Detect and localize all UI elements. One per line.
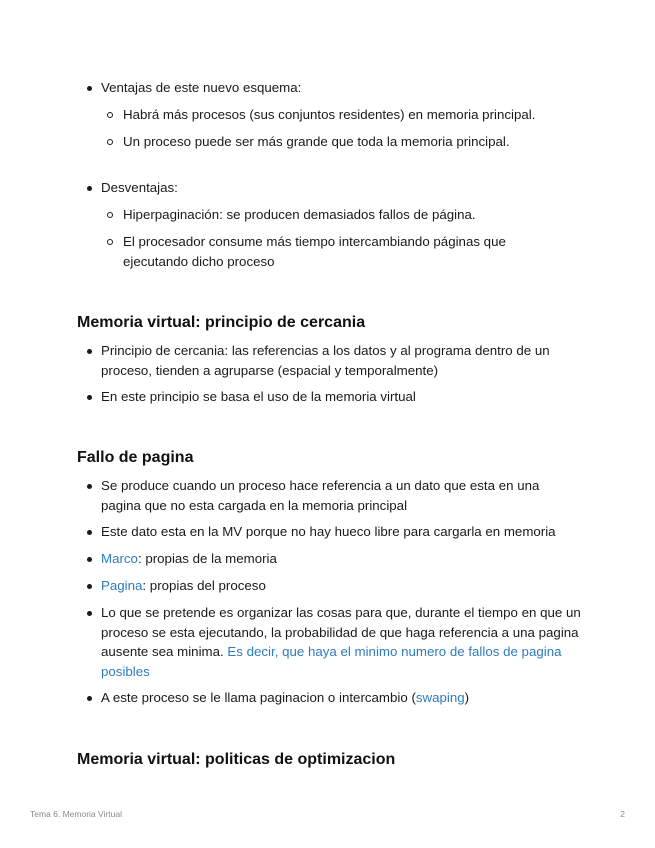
fallos-link[interactable]: Es decir, que haya el minimo numero de fallos de pagina posibles [101, 644, 562, 679]
section-heading: Fallo de pagina [77, 449, 194, 466]
desventajas-label: Desventajas: [101, 180, 178, 195]
marco-text: : propias de la memoria [137, 551, 277, 566]
list-item [0, 78, 655, 98]
footer-title: Tema 6. Memoria Virtual [30, 809, 122, 819]
list-item [0, 178, 655, 198]
list-item [0, 549, 655, 569]
section-heading: Memoria virtual: politicas de optimizacion [77, 751, 396, 768]
fallo-list [0, 476, 655, 515]
list-item [0, 576, 655, 596]
list-item [0, 522, 655, 542]
ventajas-list [0, 78, 655, 98]
desventajas-sublist-2 [0, 232, 655, 271]
pagina-text: : propias del proceso [142, 578, 266, 593]
list-item [0, 232, 655, 271]
fallo-list-5 [0, 603, 655, 681]
list-item [0, 105, 655, 125]
list-item [0, 688, 655, 708]
swaping-link[interactable]: swaping [415, 690, 465, 705]
cercania-item-text: En este principio se basa el uso de la memoria virtual [101, 389, 416, 404]
cercania-list [0, 341, 655, 380]
cercania-list-2 [0, 387, 655, 407]
ventaja-item-text: Un proceso puede ser más grande que toda la memoria principal. [123, 134, 510, 149]
ventaja-item-text: Habrá más procesos (sus conjuntos residentes) en memoria principal. [123, 107, 536, 122]
ventajas-sublist-2 [0, 132, 655, 152]
list-item [0, 387, 655, 407]
list-item [0, 476, 655, 515]
list-item [0, 341, 655, 380]
fallo-item-text: Lo que se pretende es organizar las cosas para que, durante el tiempo en que un proceso se esta ejecutando, la probabilidad de que haga referencia a una pagina ausente sea minima. [101, 605, 581, 659]
ventajas-sublist [0, 105, 655, 125]
list-item [0, 603, 655, 681]
desventajas-list [0, 178, 655, 198]
fallo-item-text: Este dato esta en la MV porque no hay hueco libre para cargarla en memoria [101, 524, 556, 539]
list-item [0, 132, 655, 152]
fallo-list-6 [0, 688, 655, 708]
page-number: 2 [620, 809, 625, 819]
fallo-list-2 [0, 522, 655, 542]
fallo-list-3 [0, 549, 655, 569]
desventaja-item-text: Hiperpaginación: se producen demasiados fallos de página. [123, 207, 476, 222]
fallo-item-text: Se produce cuando un proceso hace referencia a un dato que esta en una pagina que no esta cargada en la memoria principal [101, 478, 540, 513]
pagina-link[interactable]: Pagina [101, 578, 143, 593]
section-heading: Memoria virtual: principio de cercania [77, 314, 366, 331]
marco-link[interactable]: Marco [101, 551, 138, 566]
desventaja-item-text: El procesador consume más tiempo intercambiando páginas que ejecutando dicho proceso [123, 234, 506, 269]
fallo-list-4 [0, 576, 655, 596]
list-item [0, 205, 655, 225]
desventajas-sublist [0, 205, 655, 225]
ventajas-label: Ventajas de este nuevo esquema: [101, 80, 302, 95]
swaping-text-post: ) [464, 690, 470, 705]
swaping-text-pre: A este proceso se le llama paginacion o intercambio ( [101, 690, 416, 705]
cercania-item-text: Principio de cercania: las referencias a los datos y al programa dentro de un proceso, tienden a agruparse (espacial y temporalmente) [101, 343, 550, 378]
